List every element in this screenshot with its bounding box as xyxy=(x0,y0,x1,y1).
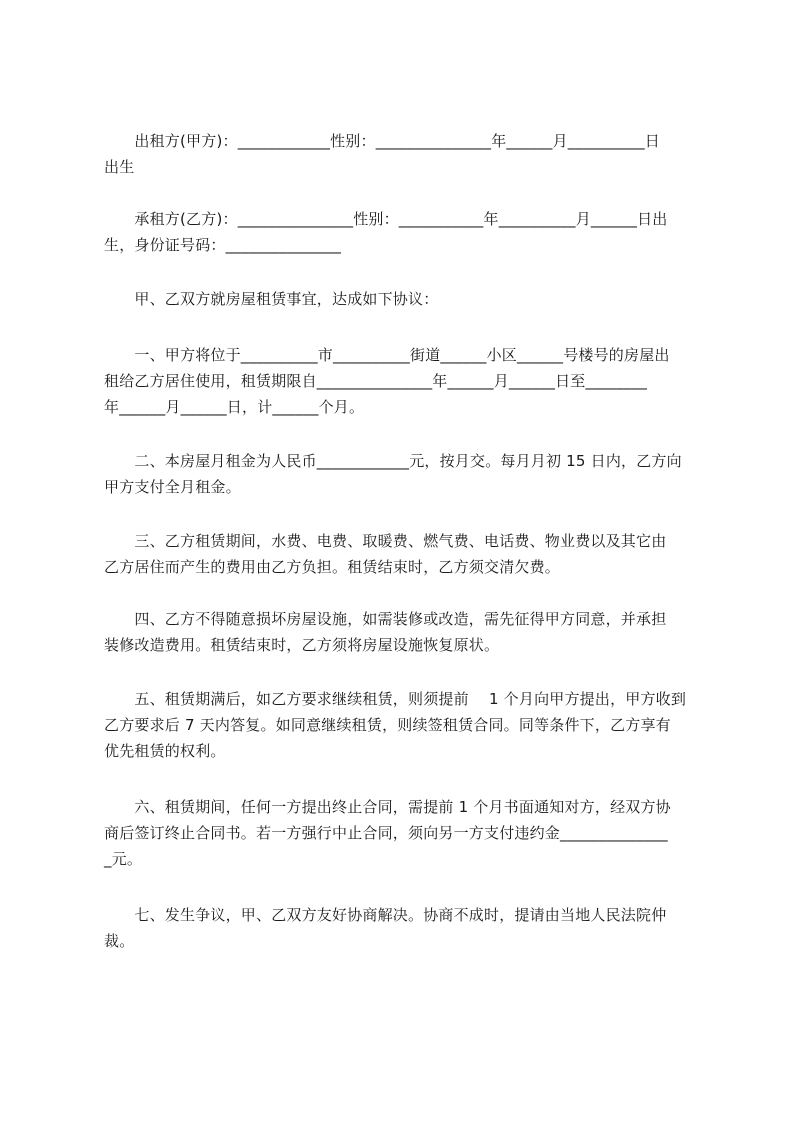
clause-6-line-2: 商后签订终止合同书。若一方强行中止合同，须向另一方支付违约金______________ xyxy=(104,824,668,842)
clause-5-line-2: 乙方要求后 7 天内答复。如同意继续租赁，则续签租赁合同。同等条件下，乙方享有 xyxy=(104,716,671,734)
intro-paragraph xyxy=(104,286,704,312)
clause-2-line-1: 二、本房屋月租金为人民币____________元，按月交。每月月初 15 日内，乙方向 xyxy=(104,452,682,470)
clause-3-line-1: 三、乙方租赁期间，水费、电费、取暖费、燃气费、电话费、物业费以及其它由 xyxy=(104,532,667,550)
clause-7-line-2: 裁。 xyxy=(104,932,135,950)
clause-1-paragraph xyxy=(104,342,704,420)
clause-4-paragraph xyxy=(104,606,704,658)
clause-5-line-1: 五、租赁期满后，如乙方要求继续租赁，则须提前 1 个月向甲方提出，甲方收到 xyxy=(104,690,687,708)
lessor-line-1: 出租方(甲方)：____________性别：_______________年______月__________日 xyxy=(104,132,661,150)
clause-4-line-2: 装修改造费用。租赁结束时，乙方须将房屋设施恢复原状。 xyxy=(104,636,500,654)
clause-1-line-3: 年______月______日，计______个月。 xyxy=(104,398,365,416)
lessee-line-2: 生，身份证号码：_______________ xyxy=(104,236,342,254)
lessee-line-1: 承租方(乙方)：_______________性别：___________年__________月______日出 xyxy=(104,210,668,228)
clause-5-line-3: 优先租赁的权利。 xyxy=(104,742,226,760)
lessor-paragraph xyxy=(104,128,704,180)
clause-2-paragraph xyxy=(104,448,704,500)
clause-4-line-1: 四、乙方不得随意损坏房屋设施，如需装修或改造，需先征得甲方同意，并承担 xyxy=(104,610,667,628)
lessor-line-2: 出生 xyxy=(104,158,135,176)
clause-1-line-2: 租给乙方居住使用，租赁期限自_______________年______月______日至________ xyxy=(104,372,648,390)
clause-6-line-1: 六、租赁期间，任何一方提出终止合同，需提前 1 个月书面通知对方，经双方协 xyxy=(104,798,671,816)
clause-7-paragraph xyxy=(104,902,704,954)
clause-5-paragraph xyxy=(104,686,704,764)
clause-1-line-1: 一、甲方将位于__________市__________街道______小区______号楼号的房屋出 xyxy=(104,346,670,364)
clause-6-line-3: _元。 xyxy=(104,850,143,868)
clause-6-paragraph xyxy=(104,794,704,872)
clause-3-line-2: 乙方居住而产生的费用由乙方负担。租赁结束时，乙方须交清欠费。 xyxy=(104,558,561,576)
clause-3-paragraph xyxy=(104,528,704,580)
clause-7-line-1: 七、发生争议，甲、乙双方友好协商解决。协商不成时，提请由当地人民法院仲 xyxy=(104,906,667,924)
intro-line-1: 甲、乙双方就房屋租赁事宜，达成如下协议： xyxy=(104,290,439,308)
lessee-paragraph xyxy=(104,206,704,258)
clause-2-line-2: 甲方支付全月租金。 xyxy=(104,478,241,496)
